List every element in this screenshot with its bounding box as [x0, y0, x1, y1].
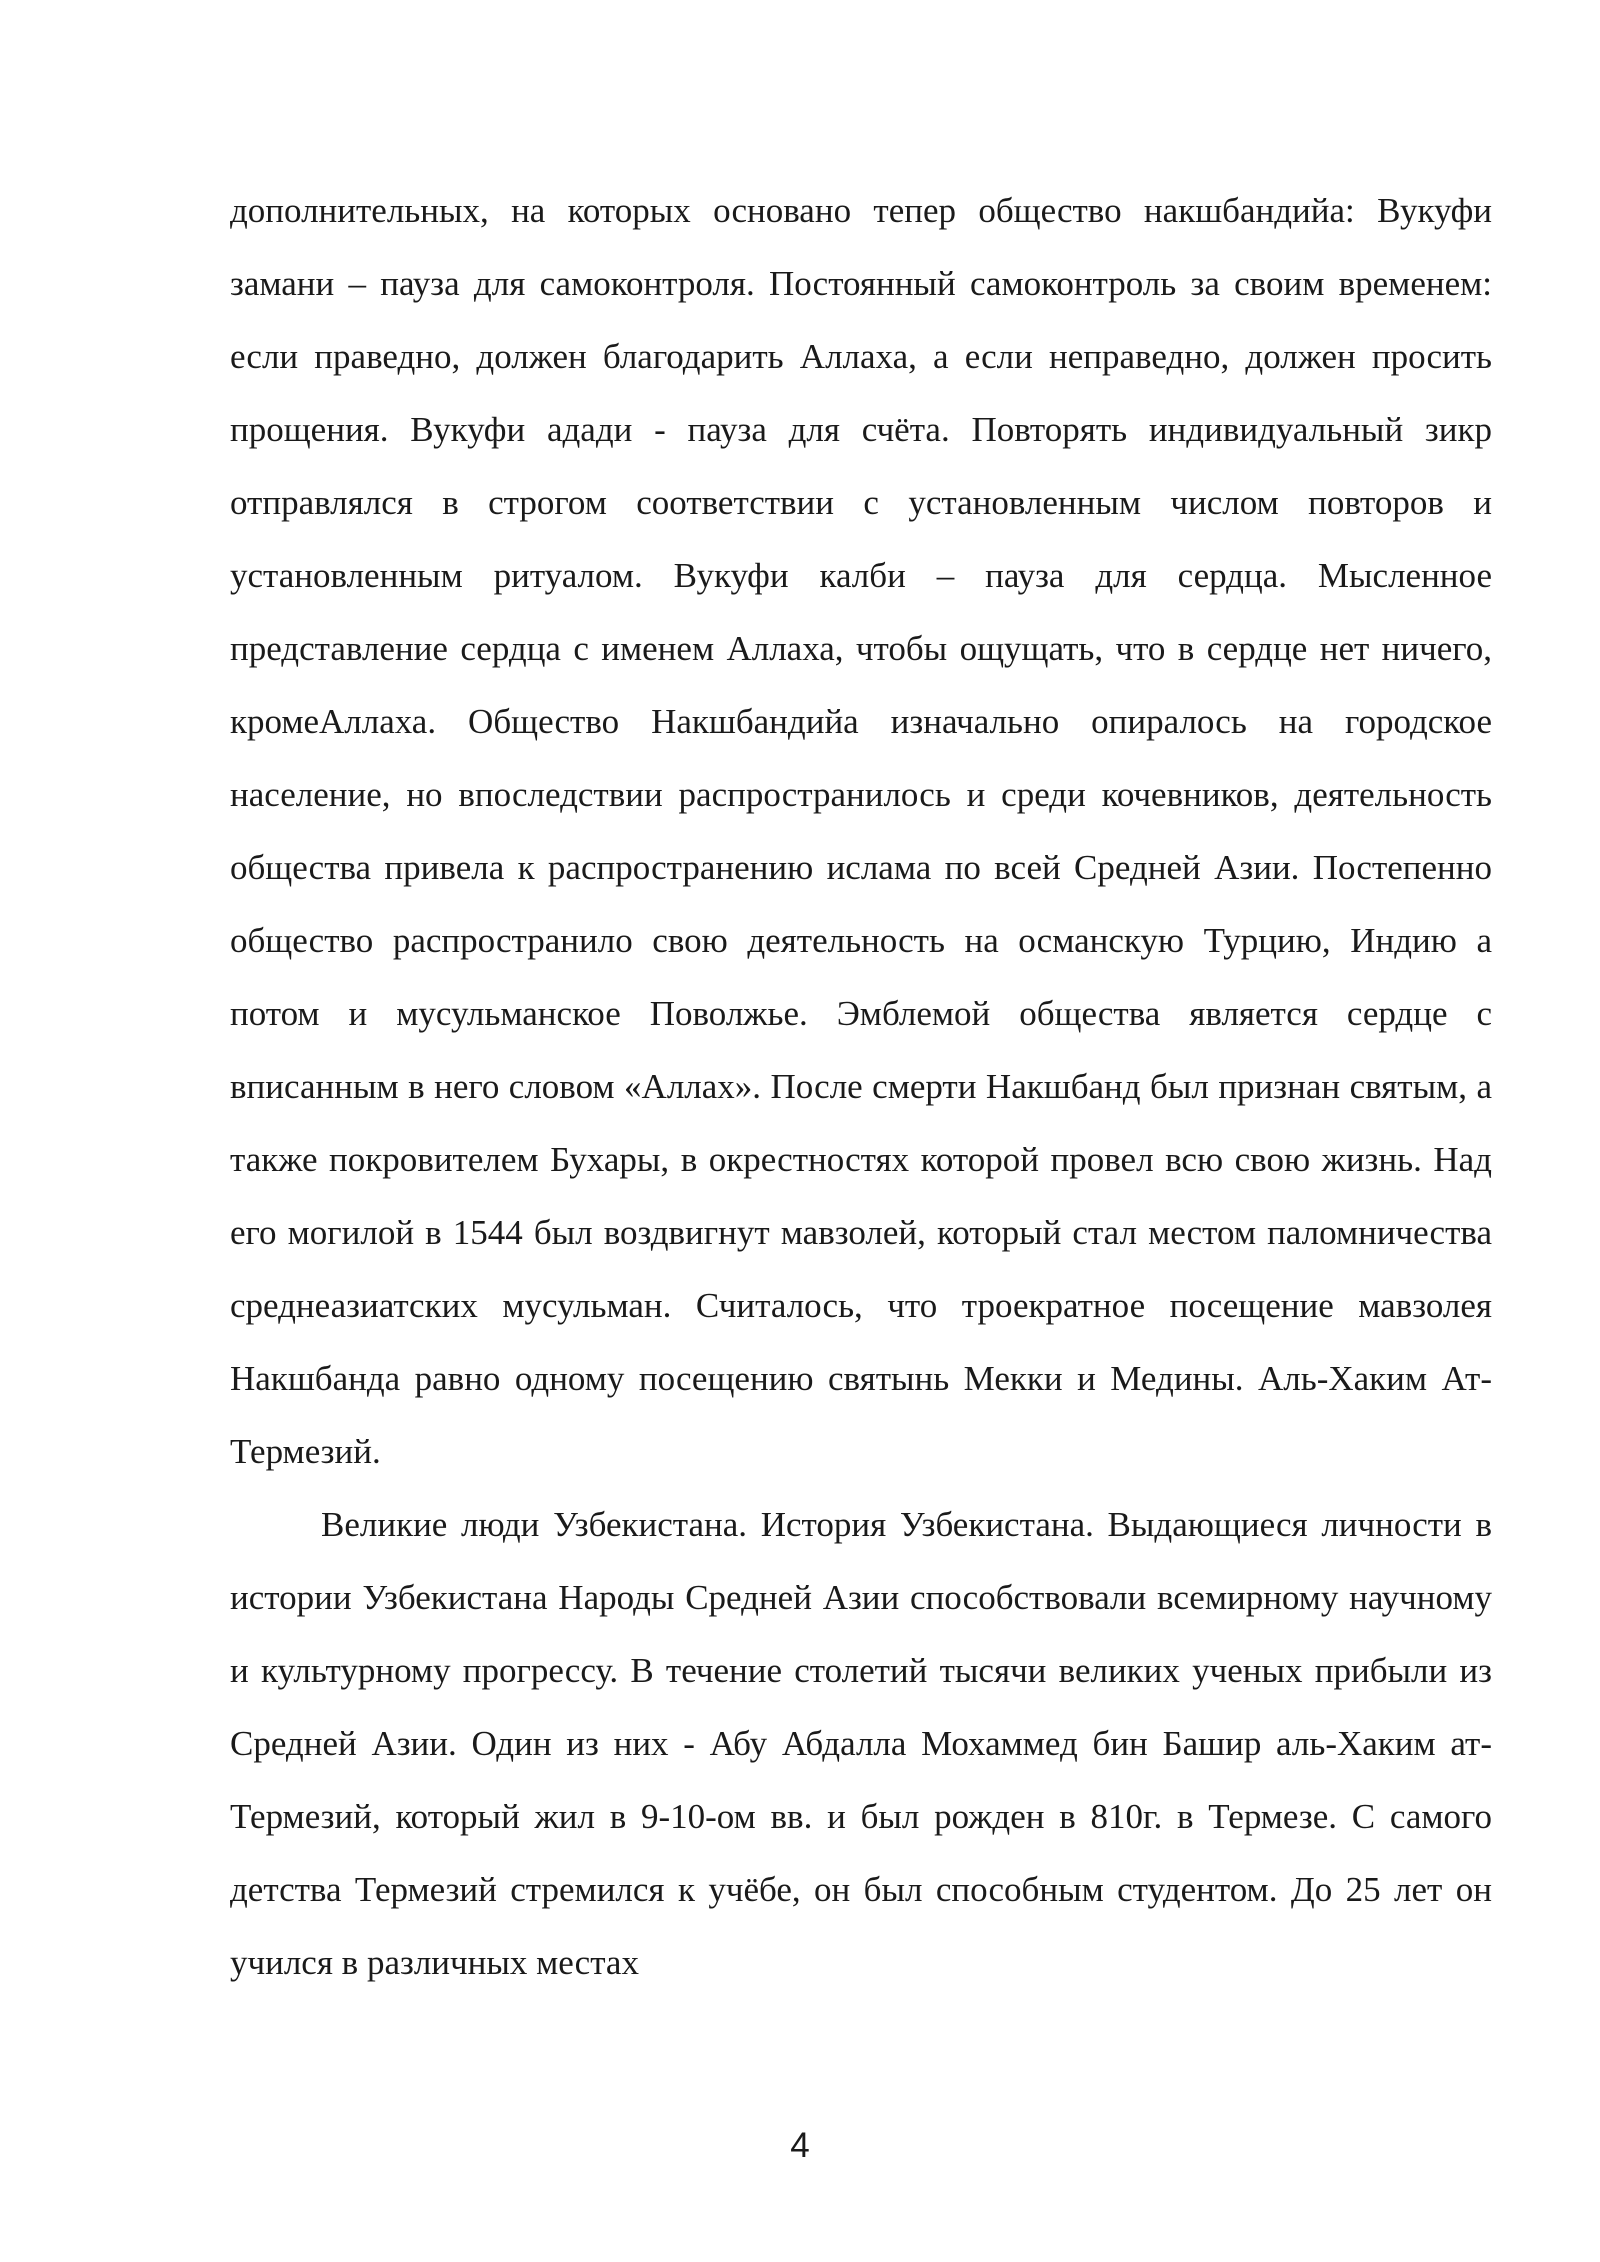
paragraph-great-people: Великие люди Узбекистана. История Узбекистана. Выдающиеся личности в истории Узбекистана Народы Средней Азии способствовали всемирному научному и культурному прогрессу. В течение столетий тысячи великих ученых прибыли из Средней Азии. Один из них - Абу Абдалла Мохаммед бин Башир аль-Хаким ат-Термезий, который жил в 9-10-ом вв. и был рожден в 810г. в Термезе. С самого детства Термезий стремился к учёбе, он был способным студентом. До 25 лет он учился в различных местах — [230, 1505, 1492, 1982]
page-number: 4 — [790, 2126, 810, 2165]
body-text — [230, 174, 1492, 1999]
paragraph-continuation: дополнительных, на которых основано тепер общество накшбандийа: Вукуфи замани – пауза для самоконтроля. Постоянный самоконтроль за своим временем: если праведно, должен благодарить Аллаха, а если неправедно, должен просить прощения. Вукуфи адади - пауза для счёта. Повторять индивидуальный зикр отправлялся в строгом соответствии с установленным числом повторов и установленным ритуалом. Вукуфи калби – пауза для сердца. Мысленное представление сердца с именем Аллаха, чтобы ощущать, что в сердце нет ничего, кромеАллаха. Общество Накшбандийа изначально опиралось на городское население, но впоследствии распространилось и среди кочевников, деятельность общества привела к распространению ислама по всей Средней Азии. Постепенно общество распространило свою деятельность на османскую Турцию, Индию а потом и мусульманское Поволжье. Эмблемой общества является сердце с вписанным в него словом «Аллах». После смерти Накшбанд был признан святым, а также покровителем Бухары, в окрестностях которой провел всю свою жизнь. Над его могилой в 1544 был воздвигнут мавзолей, который стал местом паломничества среднеазиатских мусульман. Считалось, что троекратное посещение мавзолея Накшбанда равно одному посещению святынь Мекки и Медины. Аль-Хаким Ат-Термезий. — [230, 191, 1492, 1471]
